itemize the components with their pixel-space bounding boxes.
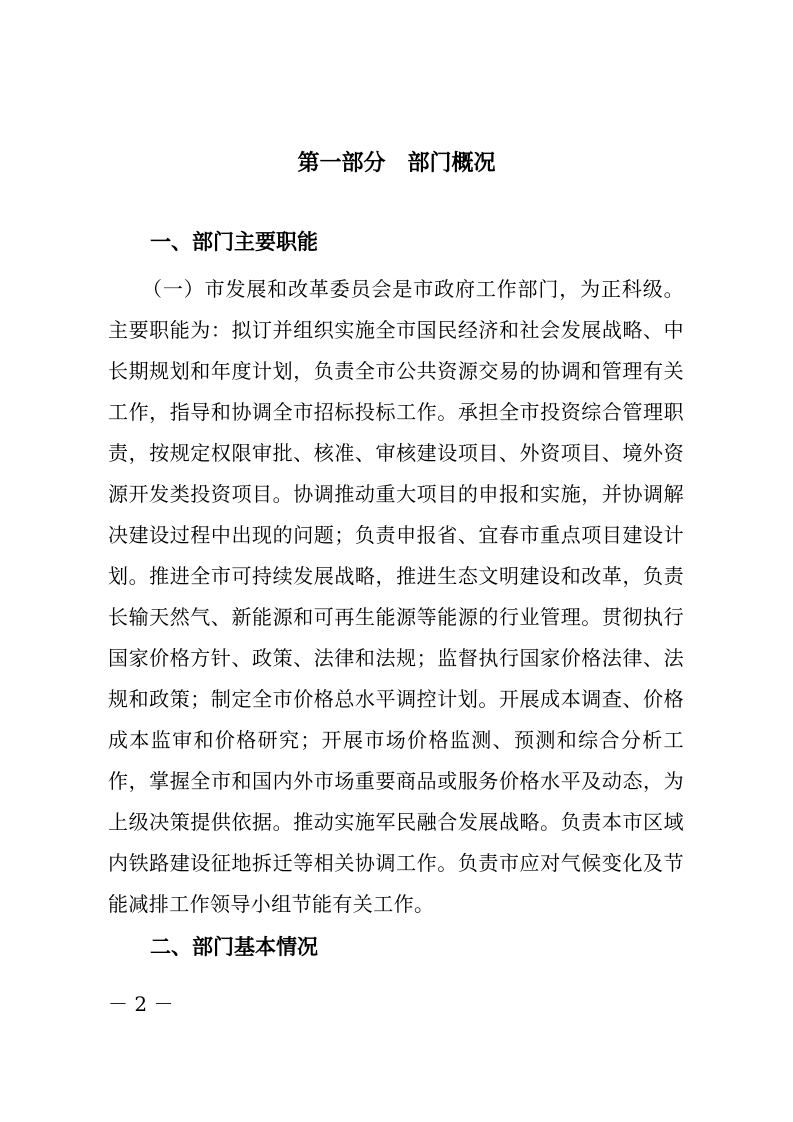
page-title: 第一部分 部门概况 [297, 151, 496, 176]
page-number: － 2 － [108, 992, 174, 1016]
main-functions-paragraph: （一）市发展和改革委员会是市政府工作部门，为正科级。主要职能为：拟订并组织实施全市国民经济和社会发展战略、中长期规划和年度计划，负责全市公共资源交易的协调和管理有关工作，指导和协调全市招标投标工作。承担全市投资综合管理职责，按规定权限审批、核准、审核建设项目、外资项目、境外资源开发类投资项目。协调推动重大项目的申报和实施，并协调解决建设过程中出现的问题；负责申报省、宜春市重点项目建设计划。推进全市可持续发展战略，推进生态文明建设和改革，负责长输天然气、新能源和可再生能源等能源的行业管理。贯彻执行国家价格方针、政策、法律和法规；监督执行国家价格法律、法规和政策；制定全市价格总水平调控计划。开展成本调查、价格成本监审和价格研究；开展市场价格监测、预测和综合分析工作，掌握全市和国内外市场重要商品或服务价格水平及动态，为上级决策提供依据。推动实施军民融合发展战略。负责本市区域内铁路建设征地拆迁等相关协调工作。负责市应对气候变化及节能减排工作领导小组节能有关工作。 [108, 277, 684, 916]
section-heading-basic-info: 二、部门基本情况 [150, 935, 318, 959]
section-heading-main-functions: 一、部门主要职能 [150, 230, 318, 254]
